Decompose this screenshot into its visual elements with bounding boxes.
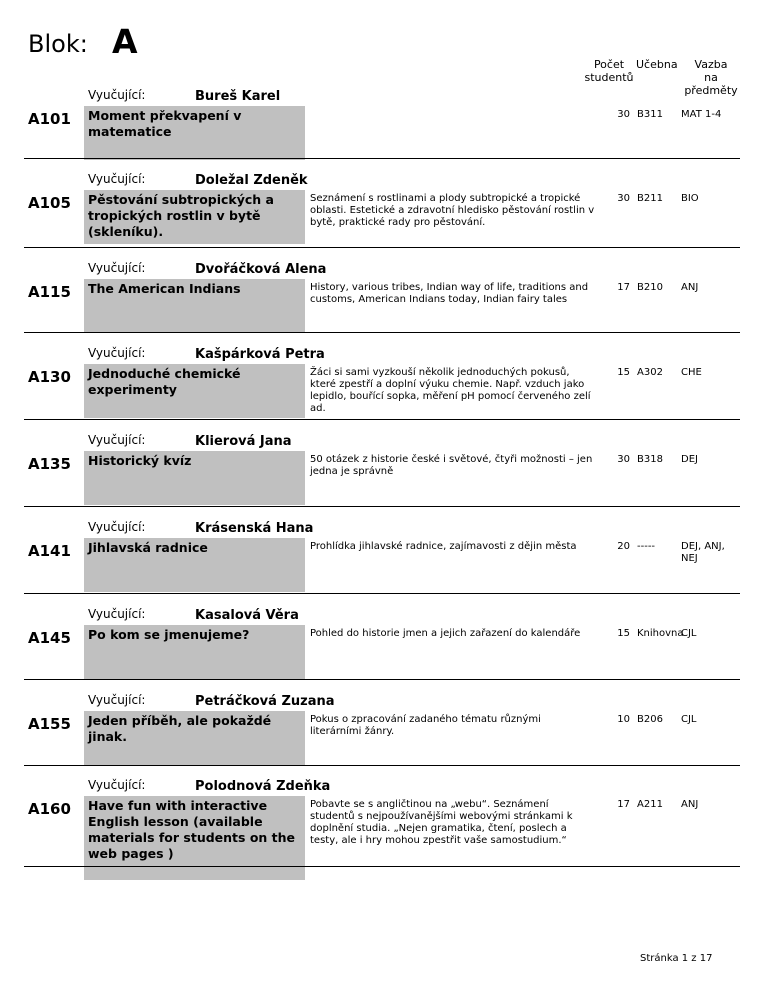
teacher-name: Krásenská Hana [195, 521, 314, 536]
column-header-link-line1: Vazba [694, 58, 728, 71]
teacher-name: Kasalová Věra [195, 608, 299, 623]
course-title: The American Indians [84, 279, 305, 333]
classroom: B206 [637, 714, 663, 725]
teacher-label: Vyučující: [88, 88, 146, 102]
course-code: A101 [28, 110, 71, 128]
page-number: Stránka 1 z 17 [640, 953, 713, 964]
teacher-name: Klierová Jana [195, 434, 292, 449]
teacher-label: Vyučující: [88, 433, 146, 447]
course-description: 50 otázek z historie české i světové, čtyři možnosti – jen jedna je správně [310, 454, 593, 477]
student-count: 30 [617, 109, 630, 120]
column-header-room: Učebna [636, 58, 678, 71]
classroom: B318 [637, 454, 663, 465]
row-divider [24, 158, 740, 159]
row-divider [24, 679, 740, 680]
subject-link: CHE [681, 367, 702, 378]
teacher-label: Vyučující: [88, 520, 146, 534]
row-divider [24, 332, 740, 333]
row-divider [24, 419, 740, 420]
student-count: 15 [617, 628, 630, 639]
student-count: 20 [617, 541, 630, 552]
column-header-link [678, 58, 744, 97]
subject-link: MAT 1-4 [681, 109, 722, 120]
teacher-name: Petráčková Zuzana [195, 694, 335, 709]
subject-link: DEJ, ANJ, NEJ [681, 541, 725, 564]
subject-link: ANJ [681, 799, 699, 810]
course-code: A155 [28, 715, 71, 733]
teacher-name: Polodnová Zdeňka [195, 779, 331, 794]
teacher-label: Vyučující: [88, 346, 146, 360]
course-title: Jednoduché chemické experimenty [84, 364, 305, 418]
course-title: Historický kvíz [84, 451, 305, 505]
course-title: Jihlavská radnice [84, 538, 305, 592]
course-description: Pobavte se s angličtinou na „webu“. Seznámení studentů s nejpoužívanějšími webovými stránkami k doplnění studia. „Nejen gramatika, čtení, poslech a testy, ale i hry mohou zpestřit vaše samostudium.“ [310, 799, 573, 846]
row-divider [24, 593, 740, 594]
column-header-link-line2: na předměty [684, 71, 738, 97]
course-title: Pěstování subtropických a tropických rostlin v bytě (skleníku). [84, 190, 305, 244]
row-divider [24, 765, 740, 766]
student-count: 17 [617, 282, 630, 293]
course-code: A115 [28, 283, 71, 301]
subject-link: BIO [681, 193, 699, 204]
classroom: B311 [637, 109, 663, 120]
teacher-name: Dvořáčková Alena [195, 262, 327, 277]
subject-link: ANJ [681, 282, 699, 293]
block-value: A [112, 22, 138, 61]
row-divider [24, 506, 740, 507]
subject-link: CJL [681, 628, 697, 639]
course-title: Jeden příběh, ale pokaždé jinak. [84, 711, 305, 765]
course-code: A130 [28, 368, 71, 386]
course-description: Seznámení s rostlinami a plody subtropické a tropické oblasti. Estetické a zdravotní hledisko pěstování rostlin v bytě, praktické rady pro pěstování. [310, 193, 595, 228]
teacher-label: Vyučující: [88, 693, 146, 707]
row-divider [24, 866, 740, 867]
student-count: 17 [617, 799, 630, 810]
student-count: 30 [617, 454, 630, 465]
classroom: A211 [637, 799, 663, 810]
course-title: Po kom se jmenujeme? [84, 625, 305, 679]
subject-link: DEJ [681, 454, 698, 465]
row-divider [24, 247, 740, 248]
classroom: B211 [637, 193, 663, 204]
course-description: Pokus o zpracování zadaného tématu různými literárními žánry. [310, 714, 541, 737]
student-count: 15 [617, 367, 630, 378]
course-description: Prohlídka jihlavské radnice, zajímavosti z dějin města [310, 541, 577, 552]
column-header-count-line2: studentů [584, 71, 634, 84]
classroom: Knihovna [637, 628, 684, 639]
teacher-name: Kašpárková Petra [195, 347, 325, 362]
course-description: History, various tribes, Indian way of life, traditions and customs, American Indians today, Indian fairy tales [310, 282, 589, 305]
course-code: A141 [28, 542, 71, 560]
teacher-label: Vyučující: [88, 607, 146, 621]
course-title: Moment překvapení v matematice [84, 106, 305, 160]
column-header-count-line1: Počet [593, 58, 625, 71]
student-count: 10 [617, 714, 630, 725]
student-count: 30 [617, 193, 630, 204]
course-code: A160 [28, 800, 71, 818]
subject-link: CJL [681, 714, 697, 725]
column-header-count [584, 58, 634, 84]
course-code: A145 [28, 629, 71, 647]
classroom: A302 [637, 367, 663, 378]
course-description: Žáci si sami vyzkouší několik jednoduchých pokusů, které zpestří a doplní výuku chemie. Např. vzduch jako lepidlo, bouřící sopka, měření pH pomocí červeného zelí ad. [310, 367, 591, 414]
teacher-label: Vyučující: [88, 261, 146, 275]
course-description: Pohled do historie jmen a jejich zařazení do kalendáře [310, 628, 581, 639]
course-code: A105 [28, 194, 71, 212]
course-title: Have fun with interactive English lesson (available materials for students on the web pages ) [84, 796, 305, 880]
teacher-name: Doležal Zdeněk [195, 173, 308, 188]
teacher-name: Bureš Karel [195, 89, 281, 104]
classroom: ----- [637, 541, 656, 552]
course-code: A135 [28, 455, 71, 473]
classroom: B210 [637, 282, 663, 293]
teacher-label: Vyučující: [88, 778, 146, 792]
teacher-label: Vyučující: [88, 172, 146, 186]
block-label: Blok: [28, 30, 88, 58]
